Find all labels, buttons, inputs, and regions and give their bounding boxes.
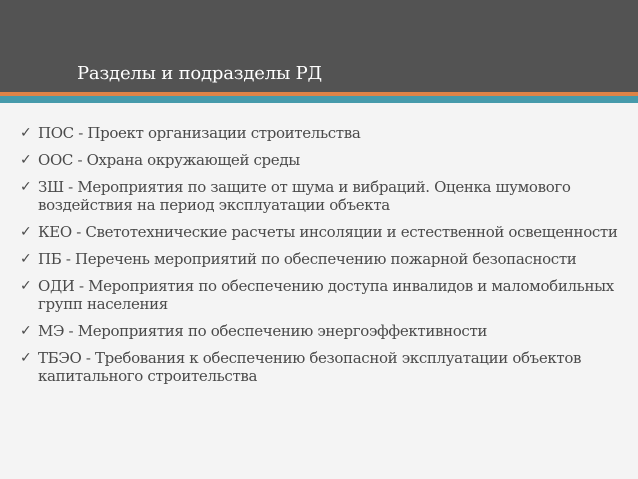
slide-title: Разделы и подразделы РД — [77, 63, 322, 84]
list-item — [20, 322, 620, 340]
list-item-text: ООС - Охрана окружающей среды — [38, 151, 300, 169]
checkmark-bullet-icon: ✓ — [20, 278, 32, 294]
list-item-text: ЗШ - Мероприятия по защите от шума и вибраций. Оценка шумового воздействия на период эксплуатации объекта — [38, 178, 571, 214]
checkmark-bullet-icon: ✓ — [20, 224, 32, 240]
checkmark-bullet-icon: ✓ — [20, 125, 32, 141]
list-item — [20, 178, 620, 214]
list-item-text: ОДИ - Мероприятия по обеспечению доступа инвалидов и маломобильных групп населения — [38, 277, 614, 313]
list-item — [20, 223, 620, 241]
list-item — [20, 349, 620, 385]
list-item — [20, 124, 620, 142]
list-item-text: КЕО - Светотехнические расчеты инсоляции и естественной освещенности — [38, 223, 618, 241]
header-bar — [0, 0, 638, 92]
checkmark-bullet-icon: ✓ — [20, 179, 32, 195]
list-item — [20, 151, 620, 169]
list-item — [20, 250, 620, 268]
bullet-list — [20, 124, 620, 394]
list-item-text: МЭ - Мероприятия по обеспечению энергоэффективности — [38, 322, 488, 340]
checkmark-bullet-icon: ✓ — [20, 350, 32, 366]
checkmark-bullet-icon: ✓ — [20, 152, 32, 168]
list-item-text: ТБЭО - Требования к обеспечению безопасной эксплуатации объектов капитального строительства — [38, 349, 582, 385]
list-item — [20, 277, 620, 313]
list-item-text: ПОС - Проект организации строительства — [38, 124, 361, 142]
checkmark-bullet-icon: ✓ — [20, 323, 32, 339]
checkmark-bullet-icon: ✓ — [20, 251, 32, 267]
accent-stripe-teal — [0, 96, 638, 103]
list-item-text: ПБ - Перечень мероприятий по обеспечению пожарной безопасности — [38, 250, 577, 268]
